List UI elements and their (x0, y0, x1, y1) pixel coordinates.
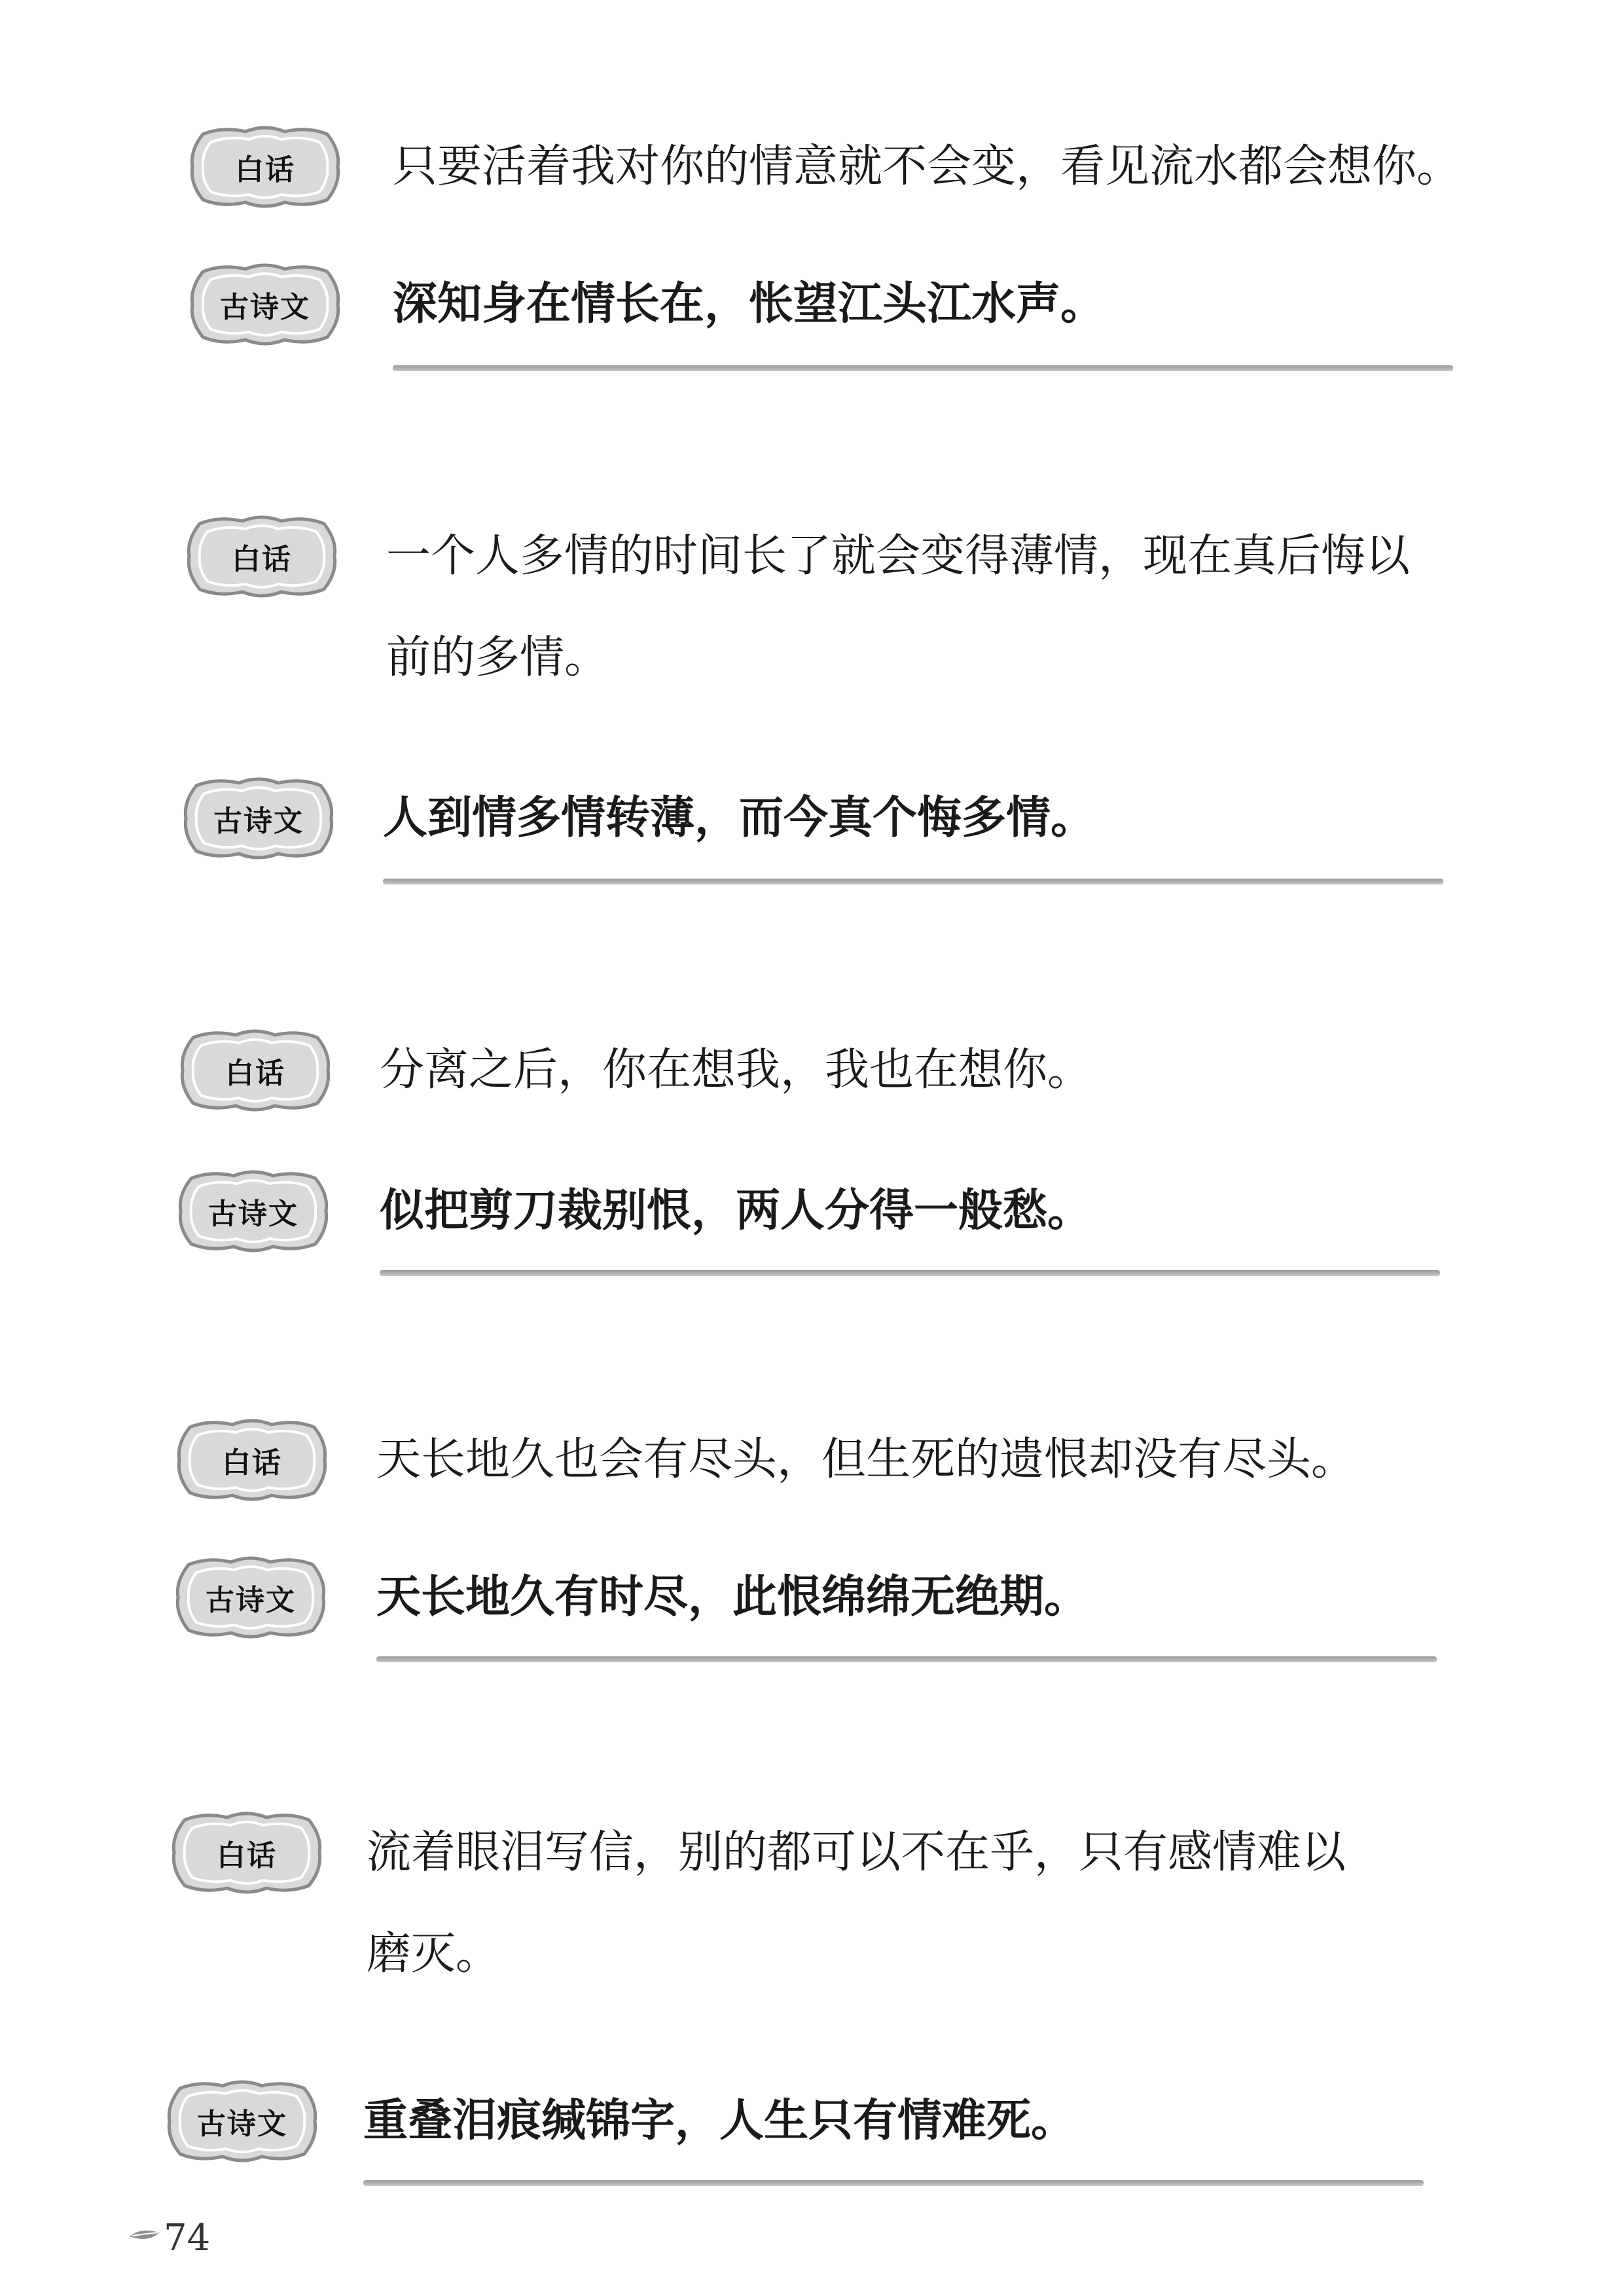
poem-text: 人到情多情转薄，而今真个悔多情。 (383, 792, 1096, 844)
classical-badge-label: 古诗文 (197, 2107, 287, 2141)
vernacular-text: 分离之后，你在想我，我也在想你。 (380, 1044, 1092, 1096)
classical-badge-label: 古诗文 (208, 1197, 298, 1231)
vernacular-badge-label: 白话 (235, 153, 295, 187)
vernacular-text: 天长地久也会有尽头，但生死的遗恨却没有尽头。 (376, 1434, 1356, 1485)
divider-line (383, 879, 1443, 884)
classical-badge (183, 259, 347, 350)
vernacular-text-line-1: 流着眼泪写信，别的都可以不在乎，只有感情难以 (367, 1827, 1346, 1878)
classical-badge (171, 1165, 335, 1257)
vernacular-text-line-1: 一个人多情的时间长了就会变得薄情，现在真后悔以 (386, 530, 1411, 582)
leaf-icon (128, 2226, 162, 2244)
vernacular-badge-label: 白话 (217, 1839, 277, 1872)
vernacular-badge (183, 121, 347, 213)
divider-line (380, 1270, 1440, 1276)
classical-badge-label: 古诗文 (213, 805, 304, 838)
vernacular-badge-label: 白话 (232, 543, 292, 576)
vernacular-badge (165, 1807, 329, 1899)
poem-text: 深知身在情长在，怅望江头江水声。 (393, 278, 1106, 330)
vernacular-badge-label: 白话 (225, 1057, 285, 1090)
page-number: 74 (164, 2217, 211, 2259)
vernacular-badge (180, 511, 344, 602)
poem-text: 重叠泪痕缄锦字，人生只有情难死。 (363, 2095, 1076, 2147)
divider-line (363, 2180, 1424, 2186)
classical-badge (169, 1552, 333, 1643)
vernacular-badge (173, 1025, 337, 1116)
poem-text: 天长地久有时尽，此恨绵绵无绝期。 (376, 1571, 1089, 1623)
classical-badge (160, 2075, 324, 2167)
vernacular-badge (170, 1414, 334, 1506)
vernacular-text-line-2: 磨灭。 (367, 1928, 501, 1980)
vernacular-text-line-2: 前的多情。 (386, 632, 609, 683)
divider-line (393, 365, 1453, 371)
divider-line (376, 1656, 1437, 1662)
classical-badge-label: 古诗文 (220, 291, 310, 324)
classical-badge-label: 古诗文 (206, 1584, 296, 1617)
classical-badge (177, 773, 340, 864)
vernacular-badge-label: 白话 (222, 1446, 282, 1480)
vernacular-text: 只要活着我对你的情意就不会变，看见流水都会想你。 (393, 141, 1462, 192)
poem-text: 似把剪刀裁别恨，两人分得一般愁。 (380, 1185, 1092, 1237)
